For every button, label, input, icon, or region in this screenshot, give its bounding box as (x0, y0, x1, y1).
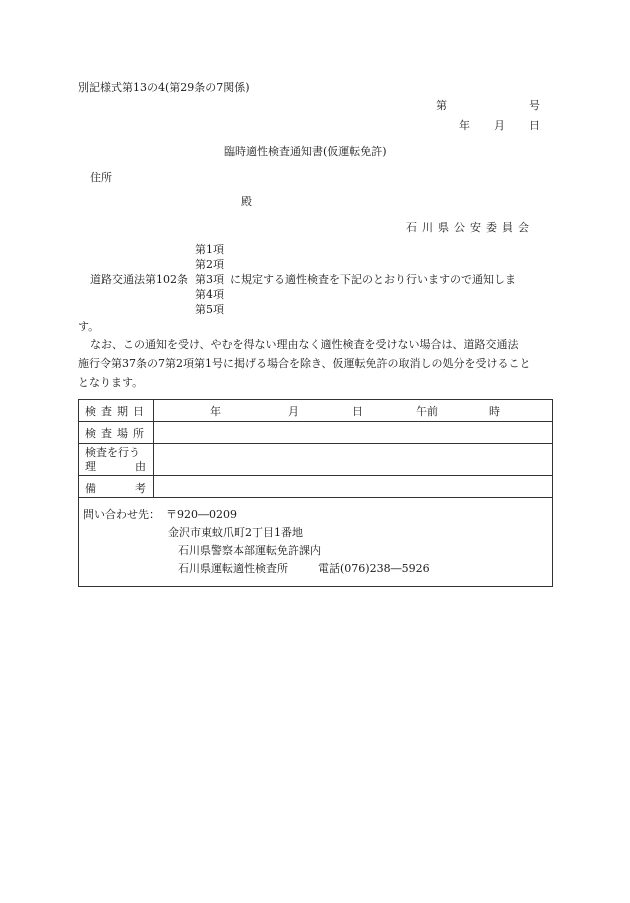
inspection-date-cell (154, 400, 553, 422)
contact-postal: 〒920―0209 (166, 508, 237, 521)
remarks-label-char-b: 考 (135, 481, 146, 495)
law-item-3: 第3項 (195, 273, 224, 286)
remarks-label-char-a: 備 (85, 481, 96, 495)
remarks-cell (154, 476, 553, 498)
law-item-4: 第4項 (195, 288, 224, 301)
law-item-2: 第2項 (195, 258, 224, 271)
issuer: 石川県公安委員会 (406, 221, 534, 234)
date-day: 日 (529, 119, 540, 132)
remarks-label (79, 476, 154, 498)
inspection-reason-label (79, 444, 154, 476)
reason-label-char-b: 由 (135, 459, 146, 473)
inspection-table (78, 399, 553, 587)
contact-department: 石川県警察本部運転免許課内 (178, 544, 321, 557)
notice-line: となります。 (78, 376, 144, 389)
date-year: 年 (459, 119, 470, 132)
reason-label-char-a: 理 (85, 459, 96, 473)
inspection-date-ampm: 午前 (416, 404, 438, 418)
law-item-1: 第1項 (195, 243, 224, 256)
contact-office: 石川県運転適性検査所 (178, 562, 288, 575)
form-reference: 別記様式第13の4(第29条の7関係) (78, 81, 250, 94)
inspection-date-label: 検査期日 (79, 400, 154, 422)
inspection-reason-cell (154, 444, 553, 476)
contact-cell (79, 498, 553, 587)
contact-label: 問い合わせ先： (83, 508, 160, 521)
notice-line: なお、この通知を受け、やむを得ない理由なく適性検査を受けない場合は、道路交通法 (90, 338, 519, 351)
law-sentence: に規定する適性検査を下記のとおり行いますので通知しま (230, 273, 516, 286)
inspection-date-day: 日 (352, 404, 363, 418)
inspection-place-cell (154, 422, 553, 444)
honorific: 殿 (241, 195, 252, 208)
inspection-date-year: 年 (210, 404, 221, 418)
inspection-date-month: 月 (288, 404, 299, 418)
inspection-place-label: 検査場所 (79, 422, 154, 444)
address-label: 住所 (90, 171, 112, 184)
inspection-date-hour: 時 (489, 404, 500, 418)
number-suffix: 号 (529, 99, 540, 112)
contact-address: 金沢市東蚊爪町2丁目1番地 (168, 526, 303, 539)
date-month: 月 (494, 119, 505, 132)
law-continuation: す。 (78, 320, 100, 333)
reason-label-line1: 検査を行う (85, 445, 140, 459)
law-prefix: 道路交通法第102条 (90, 273, 188, 286)
notice-line: 施行令第37条の7第2項第1号に掲げる場合を除き、仮運転免許の取消しの処分を受けること (78, 357, 531, 370)
document-title: 臨時適性検査通知書(仮運転免許) (224, 145, 387, 158)
contact-phone: 電話(076)238―5926 (318, 562, 430, 575)
number-prefix: 第 (436, 99, 447, 112)
law-item-5: 第5項 (195, 303, 224, 316)
